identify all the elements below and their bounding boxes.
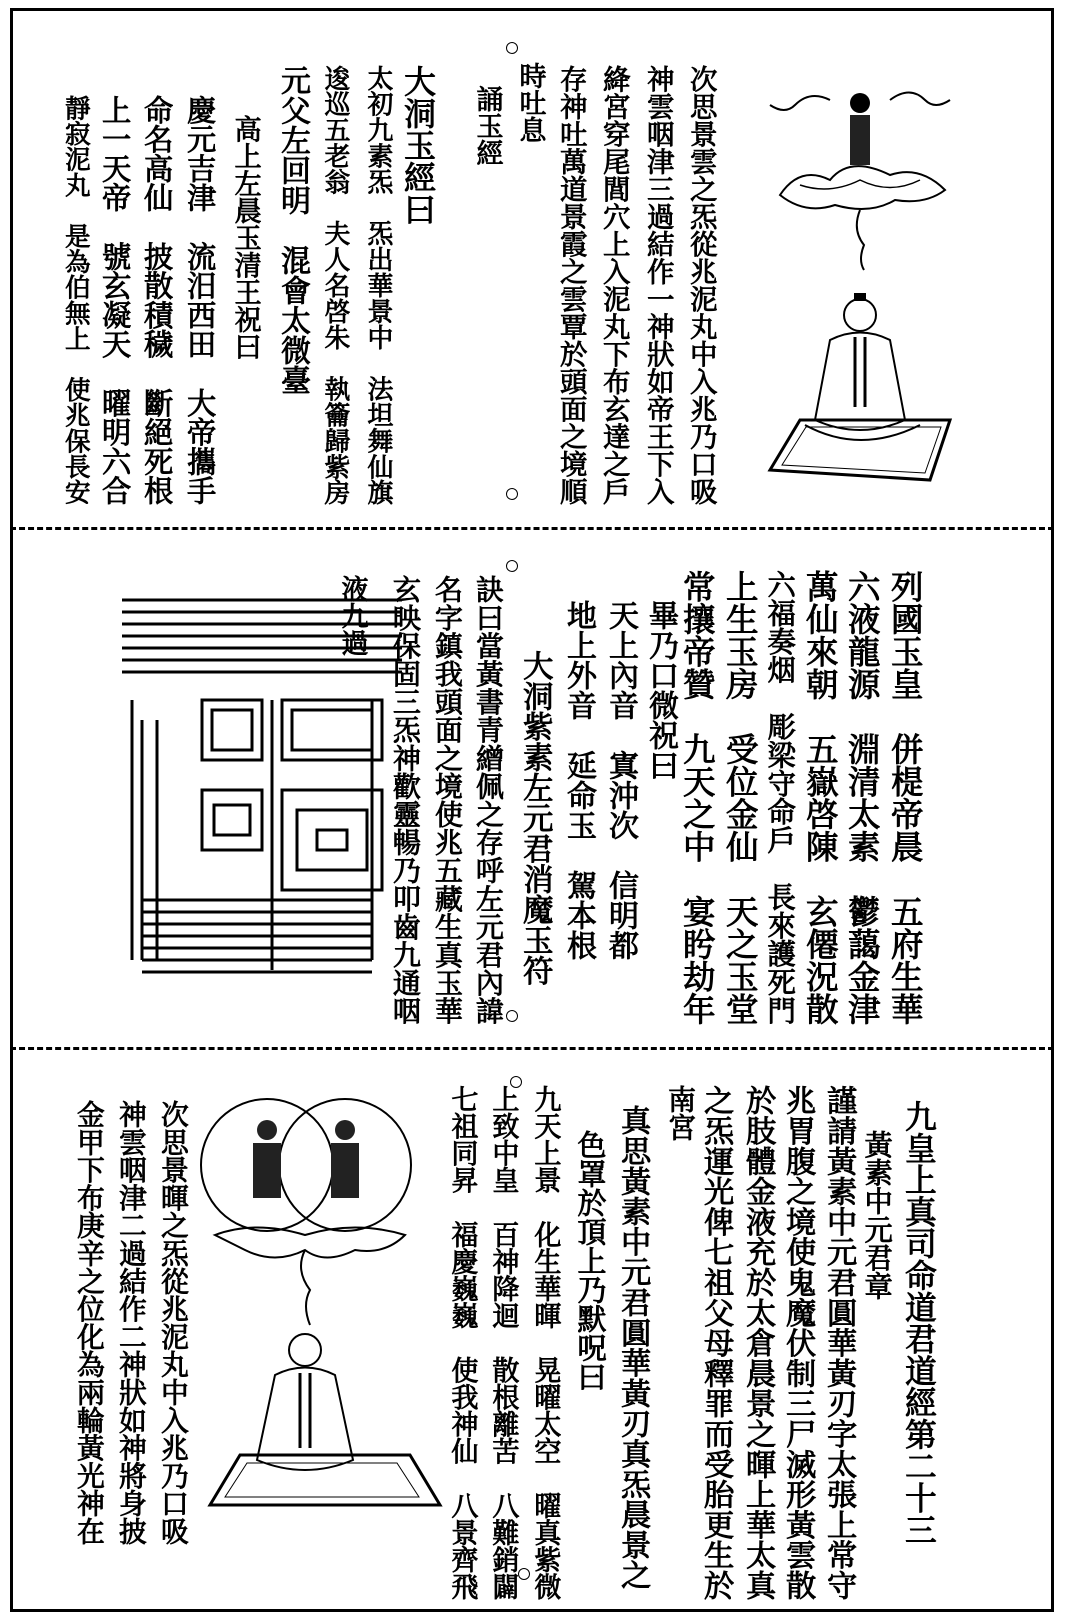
text-column: 黃素中元君章	[860, 1130, 895, 1300]
circle-mark	[506, 488, 518, 500]
circle-mark	[506, 1010, 518, 1022]
text-column: 常攘帝贊 九天之中 宴盻劫年	[678, 570, 718, 1025]
text-column: 絳宮穿尾閭穴上入泥丸下布玄達之戶	[597, 65, 630, 505]
text-column: 逡巡五老翁 夫人名啓朱 執籥歸紫房	[320, 65, 350, 506]
text-column: 六福奏烟 彫梁守命戶 長來護死門	[763, 570, 798, 1025]
text-column: 大洞玉經曰	[399, 65, 437, 225]
panel-divider	[10, 1047, 1054, 1050]
circle-mark	[506, 42, 518, 54]
text-column: 九皇上真司命道君道經第二十三	[899, 1100, 937, 1546]
text-column: 誦玉經	[471, 85, 503, 166]
text-column: 玄映保固三炁神歡靈暢乃叩齒九通咽	[388, 575, 422, 1025]
text-column: 萬仙來朝 五嶽啓陳 玄僊況散	[801, 570, 841, 1025]
text-column: 真思黃素中元君圓華黃刃真炁晨景之	[615, 1105, 651, 1590]
circle-mark	[518, 1568, 530, 1580]
text-column: 之炁運光俾七祖父母釋罪而受胎更生於	[698, 1085, 734, 1601]
text-column: 南宮	[664, 1085, 697, 1141]
text-column: 色罩於頂上乃默呪曰	[573, 1130, 608, 1391]
text-column: 液九過	[336, 575, 368, 656]
text-column: 太初九素炁 炁出華景中 法坦舞仙旗	[363, 65, 393, 506]
text-column: 慶元吉津 流汨西田 大帝攜手	[182, 95, 218, 506]
text-column: 命名高仙 披散積穢 斷絕死根	[139, 95, 175, 506]
text-column: 列國玉皇 併㮛帝晨 五府生華	[886, 570, 926, 1025]
text-column: 兆胃腹之境使鬼魔伏制三尸滅形黃雲散	[780, 1085, 816, 1601]
circle-mark	[510, 1076, 522, 1088]
text-column: 天上內音 寘沖次 信明都	[603, 600, 638, 960]
text-column: 上致中皇 百神降迴 散根離苦 八難銷闢	[487, 1085, 519, 1600]
text-column: 上生玉房 受位金仙 天之玉堂	[721, 570, 761, 1025]
circle-mark	[506, 560, 518, 572]
text-column: 訣曰當黃書青繒佩之存呼左元君內諱	[471, 575, 505, 1025]
text-column: 大洞紫素左元君消魔玉符	[517, 650, 554, 986]
text-column: 存神吐萬道景霞之雲覃於頭面之境順	[554, 65, 587, 505]
text-column: 名字鎮我頭面之境使兆五藏生真玉華	[430, 575, 464, 1025]
text-column: 九天上景 化生華暉 晃曜太空 曜真紫微	[529, 1085, 561, 1600]
text-column: 於肢體金液充於太倉晨景之暉上華太真	[740, 1085, 776, 1601]
illustration-guardians-and-adept	[195, 1095, 445, 1515]
text-column: 六液龍源 淵清太素 鬱藹金津	[843, 570, 883, 1025]
panel-divider	[10, 527, 1054, 530]
text-column: 高上左晨玉清王祝曰	[229, 115, 262, 360]
text-column: 畢乃口微祝曰	[643, 600, 678, 780]
text-column: 七祖同昇 福慶巍巍 使我神仙 八景齊飛	[446, 1085, 478, 1600]
text-column: 次思景暉之炁從兆泥丸中入兆乃口吸	[155, 1100, 189, 1545]
talisman-seal-script	[112, 590, 412, 990]
text-column: 地上外音 延命玉 駕本根	[561, 600, 596, 960]
illustration-deity-and-adept	[760, 75, 960, 495]
text-column: 神雲咽津三過結作一神狀如帝王下入	[641, 65, 674, 505]
text-column: 謹請黃素中元君圓華黃刃字太張上常守	[821, 1085, 857, 1601]
text-column: 神雲咽津二過結作二神狀如神將身披	[113, 1100, 147, 1545]
text-column: 元父左回明 混會太微臺	[275, 65, 310, 395]
text-column: 金甲下布庚辛之位化為兩輪黃光神在	[71, 1100, 105, 1545]
text-column: 上一天帝 號玄凝天 曜明六合	[97, 95, 133, 506]
text-column: 靜寂泥丸 是為伯無上 使兆保長安	[60, 95, 91, 505]
text-column: 時吐息	[514, 62, 546, 143]
text-column: 次思景雲之炁從兆泥丸中入兆乃口吸	[684, 65, 717, 505]
